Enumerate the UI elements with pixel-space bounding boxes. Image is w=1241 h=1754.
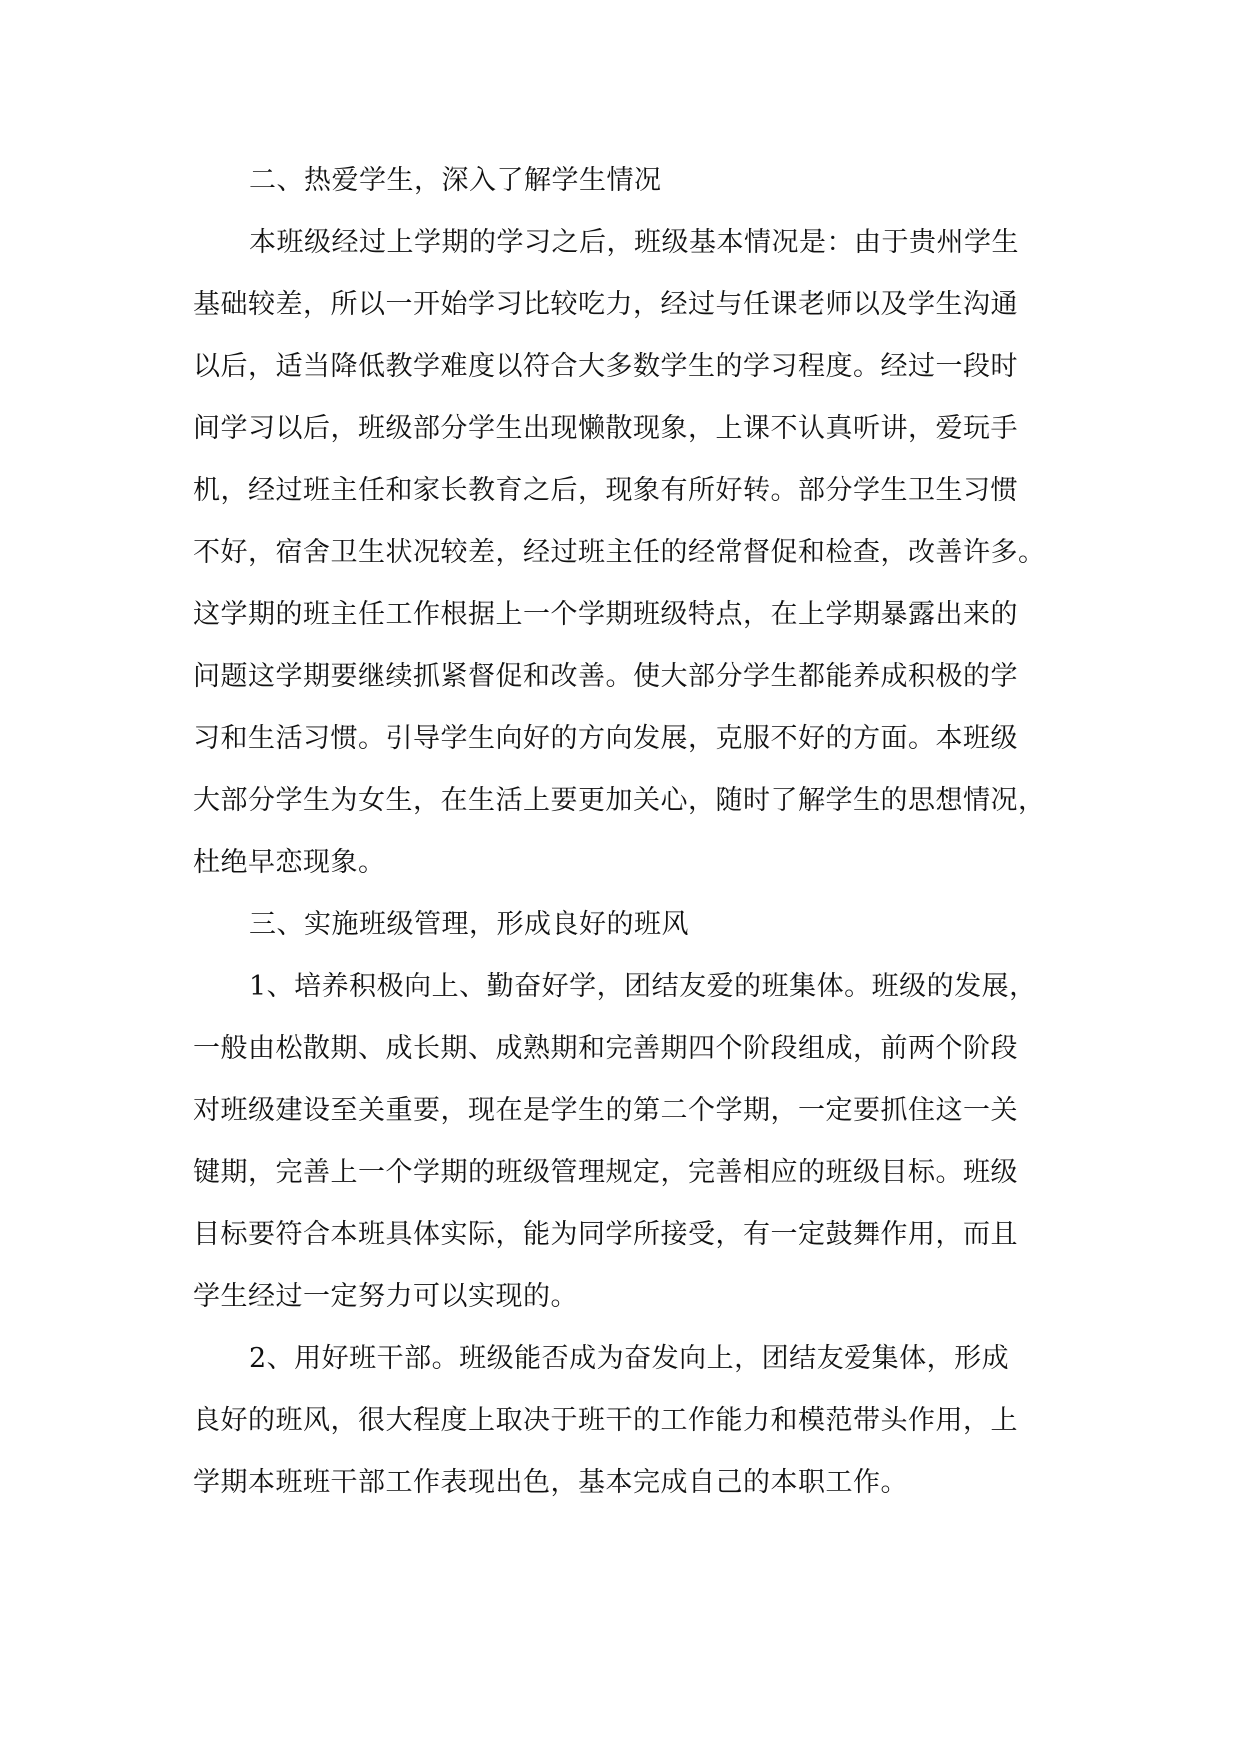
paragraph-line: 机，经过班主任和家长教育之后，现象有所好转。部分学生卫生习惯: [193, 475, 1018, 506]
paragraph-line: 学生经过一定努力可以实现的。: [193, 1281, 578, 1312]
paragraph-line: 良好的班风，很大程度上取决于班干的工作能力和模范带头作用，上: [193, 1405, 1018, 1436]
paragraph-line: 问题这学期要继续抓紧督促和改善。使大部分学生都能养成积极的学: [193, 661, 1018, 692]
paragraph-line: 一般由松散期、成长期、成熟期和完善期四个阶段组成，前两个阶段: [193, 1033, 1018, 1064]
paragraph-line: 目标要符合本班具体实际，能为同学所接受，有一定鼓舞作用，而且: [193, 1219, 1018, 1250]
paragraph-line: 1、培养积极向上、勤奋好学，团结友爱的班集体。班级的发展，: [249, 971, 1037, 1002]
paragraph-line: 这学期的班主任工作根据上一个学期班级特点，在上学期暴露出来的: [193, 599, 1018, 630]
paragraph-line: 键期，完善上一个学期的班级管理规定，完善相应的班级目标。班级: [193, 1157, 1018, 1188]
paragraph-line: 习和生活习惯。引导学生向好的方向发展，克服不好的方面。本班级: [193, 723, 1018, 754]
paragraph-line: 本班级经过上学期的学习之后，班级基本情况是：由于贵州学生: [249, 227, 1019, 258]
paragraph-line: 间学习以后，班级部分学生出现懒散现象，上课不认真听讲，爱玩手: [193, 413, 1018, 444]
section-heading-3: 三、实施班级管理，形成良好的班风: [249, 909, 689, 940]
paragraph-line: 基础较差，所以一开始学习比较吃力，经过与任课老师以及学生沟通: [193, 289, 1018, 320]
section-heading-2: 二、热爱学生，深入了解学生情况: [249, 165, 662, 196]
paragraph-line: 以后，适当降低教学难度以符合大多数学生的学习程度。经过一段时: [193, 351, 1018, 382]
paragraph-line: 杜绝早恋现象。: [193, 847, 386, 878]
paragraph-line: 不好，宿舍卫生状况较差，经过班主任的经常督促和检查，改善许多。: [193, 537, 1046, 568]
paragraph-line: 学期本班班干部工作表现出色，基本完成自己的本职工作。: [193, 1467, 908, 1498]
paragraph-line: 对班级建设至关重要，现在是学生的第二个学期，一定要抓住这一关: [193, 1095, 1018, 1126]
paragraph-line: 大部分学生为女生，在生活上要更加关心，随时了解学生的思想情况，: [193, 785, 1046, 816]
paragraph-line: 2、用好班干部。班级能否成为奋发向上，团结友爱集体，形成: [249, 1343, 1010, 1374]
document-body: [193, 150, 1053, 1514]
